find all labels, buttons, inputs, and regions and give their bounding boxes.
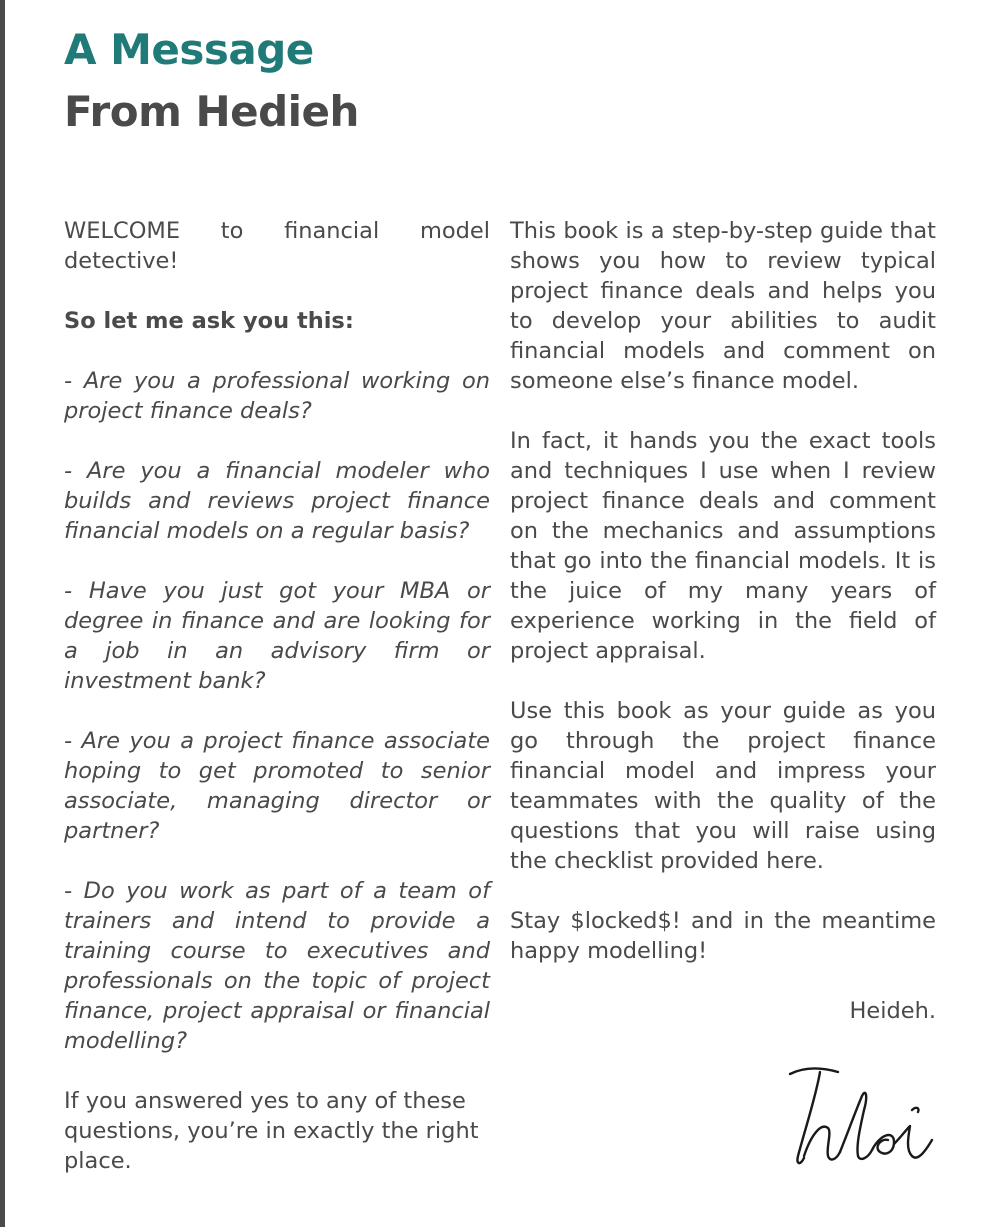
intro-paragraph: This book is a step-by-step guide that shows you how to review typical project finance deals and helps you to develop your abilities to audit financial models and comment on someone else’s finance model. bbox=[510, 218, 936, 394]
left-column bbox=[64, 216, 490, 1206]
page-title-line-2: From Hedieh bbox=[64, 87, 359, 136]
welcome-paragraph: WELCOME to financial model detective! bbox=[64, 218, 490, 274]
question-3: - Have you just got your MBA or degree in finance and are looking for a job in an advisory firm or investment bank? bbox=[64, 578, 490, 694]
page-title-line-1: A Message bbox=[64, 25, 314, 74]
sign-off-name: Heideh. bbox=[849, 998, 936, 1024]
page-edge-bar bbox=[0, 0, 5, 1227]
handwritten-signature bbox=[776, 1052, 946, 1192]
question-2: - Are you a financial modeler who builds and reviews project finance financial models on a regular basis? bbox=[64, 458, 490, 544]
question-1: - Are you a professional working on project finance deals? bbox=[64, 368, 490, 424]
guide-paragraph: Use this book as your guide as you go through the project finance financial model and impress your teammates with the quality of the questions that you will raise using the checklist provided here. bbox=[510, 698, 936, 874]
farewell-paragraph: Stay $locked$! and in the meantime happy modelling! bbox=[510, 908, 936, 964]
tools-paragraph: In fact, it hands you the exact tools and techniques I use when I review project finance deals and comment on the mechanics and assumptions that go into the financial models. It is the juice of my many years of experience working in the field of project appraisal. bbox=[510, 428, 936, 664]
question-5: - Do you work as part of a team of trainers and intend to provide a training course to executives and professionals on the topic of project finance, project appraisal or financial modelling? bbox=[64, 878, 490, 1054]
closing-paragraph: If you answered yes to any of these questions, you’re in exactly the right place. bbox=[64, 1088, 479, 1174]
question-4: - Are you a project finance associate hoping to get promoted to senior associate, managing director or partner? bbox=[64, 728, 490, 844]
lead-question: So let me ask you this: bbox=[64, 308, 354, 334]
right-column bbox=[510, 216, 936, 1056]
